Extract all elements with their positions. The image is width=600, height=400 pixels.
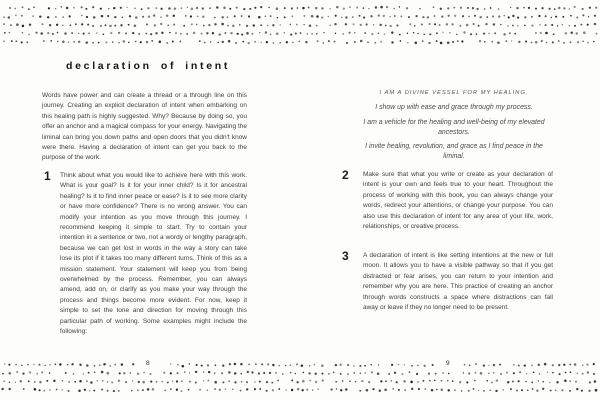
item-text-2: Make sure that what you write or create as your declaration of intent is your own and feels true to your heart. Throughout the process of working with this book, you can always change your words, redirect your attentions, or change your purpose. You can also use this declaration of intent for any area of your life, work, relationships, or creative process. bbox=[363, 171, 553, 231]
item-number-1: 1 bbox=[44, 169, 51, 183]
intent-quote-2: I show up with ease and grace through my process. bbox=[375, 104, 533, 111]
item-text-1: Think about what you would like to achieve here with this work. What is your goal? Is it for your inner child? Is it for ancestral healing? Is it to find inner peace or ease? Is it to see more clarity or have more confidence? There is no wrong answer. You can modify your intention as you move through this journey. I recommend keeping it simple to start. Try to contain your intention in a sentence or two, not a wordy or lengthy paragraph, because we can get lost in words in the way a story can take lose its plot if it takes too many different turns. Think of this as a mission statement. Your statement will keep you from being overwhelmed by the process. Remember, you can always amend, add on, or clarify as you make your way through the process and things become more evident. For now, keep it simple to set the tone and direction for moving through this particular path of working. Some examples might include the following: bbox=[60, 172, 247, 336]
chapter-title: declaration of intent bbox=[66, 60, 231, 72]
item-text-3: A declaration of intent is like setting intentions at the new or full moon. It allows you to have a visible pathway so that if you get distracted or fear arises, you can return to your intention and remember why you are here. This practice of creating an anchor through words constructs a space where distractions can fall away or leave if they no longer need to be present. bbox=[363, 252, 553, 312]
item-number-2: 2 bbox=[342, 168, 349, 182]
intent-example-quotes bbox=[356, 88, 552, 167]
intent-quote-4: I invite healing, revolution, and grace as I find peace in the liminal. bbox=[365, 143, 543, 160]
item-number-3: 3 bbox=[342, 249, 349, 263]
intent-quote-1: I AM A DIVINE VESSEL FOR MY HEALING. bbox=[379, 90, 529, 96]
intro-paragraph: Words have power and can create a thread or a through line on this journey. Creating an explicit declaration of intent when embarking on this healing path is highly suggested. Why? Because by doing so, you offer an anchor and a magical compass for your energy. Navigating the liminal can bring you down paths and open doors that you didn't know were there. Having a declaration of intent can get you back to the purpose of the work. bbox=[42, 92, 247, 162]
numbered-item-1 bbox=[44, 171, 247, 338]
intent-quote-3: I am a vehicle for the healing and well-being of my elevated ancestors. bbox=[363, 118, 545, 136]
decorative-dot-border-bottom bbox=[0, 358, 600, 400]
numbered-item-3 bbox=[342, 251, 553, 313]
page-number-right: 9 bbox=[443, 360, 453, 367]
decorative-dot-border-top bbox=[0, 0, 600, 48]
page-number-left: 8 bbox=[143, 360, 153, 367]
numbered-item-2 bbox=[342, 170, 553, 232]
